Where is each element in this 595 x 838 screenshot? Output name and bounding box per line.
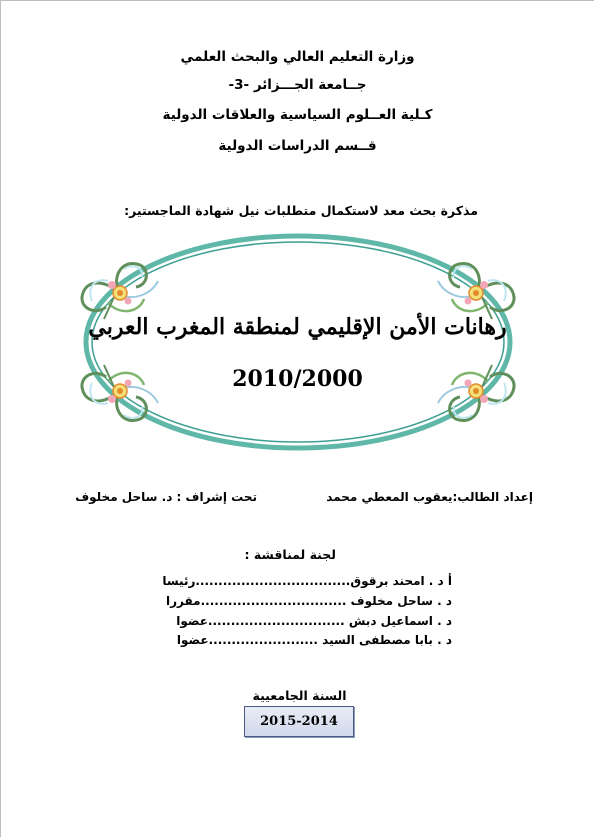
committee-member: أ د . امحند برقوق..................................رئيسا [162, 574, 452, 588]
academic-year-value: 2015-2014 [260, 714, 338, 729]
department-name: قــسم الدراسات الدولية [218, 138, 377, 154]
thesis-title: رهانات الأمن الإقليمي لمنطقة المغرب العربي [88, 314, 507, 340]
faculty-name: كـلية العــلوم السياسية والعلاقات الدولية [162, 107, 433, 123]
thesis-years: 2010/2000 [232, 366, 363, 392]
prepared-by: إعداد الطالب:يعقوب المعطي محمد [326, 490, 533, 504]
thesis-note: مذكرة بحث معد لاستكمال متطلبات نيل شهادة الماجستير: [124, 203, 478, 218]
committee-heading: لجنة لمناقشة : [244, 547, 336, 562]
title-frame [78, 229, 518, 455]
academic-year-label: السنة الجامعيية [252, 688, 347, 703]
university-name: جــامعة الجـــزائر -3- [228, 77, 367, 93]
ministry-name: وزارة التعليم العالي والبحث العلمي [180, 49, 415, 65]
committee-member: د . اسماعيل دبش ..............................عضوا [176, 614, 452, 628]
supervisor: تحت إشراف : د. ساحل مخلوف [75, 490, 257, 504]
committee-member: د . ساحل مخلوف ................................مقررا [166, 594, 452, 608]
academic-year-box [244, 706, 354, 737]
committee-member: د . بابا مصطفى السيد ........................عضوا [176, 633, 452, 647]
